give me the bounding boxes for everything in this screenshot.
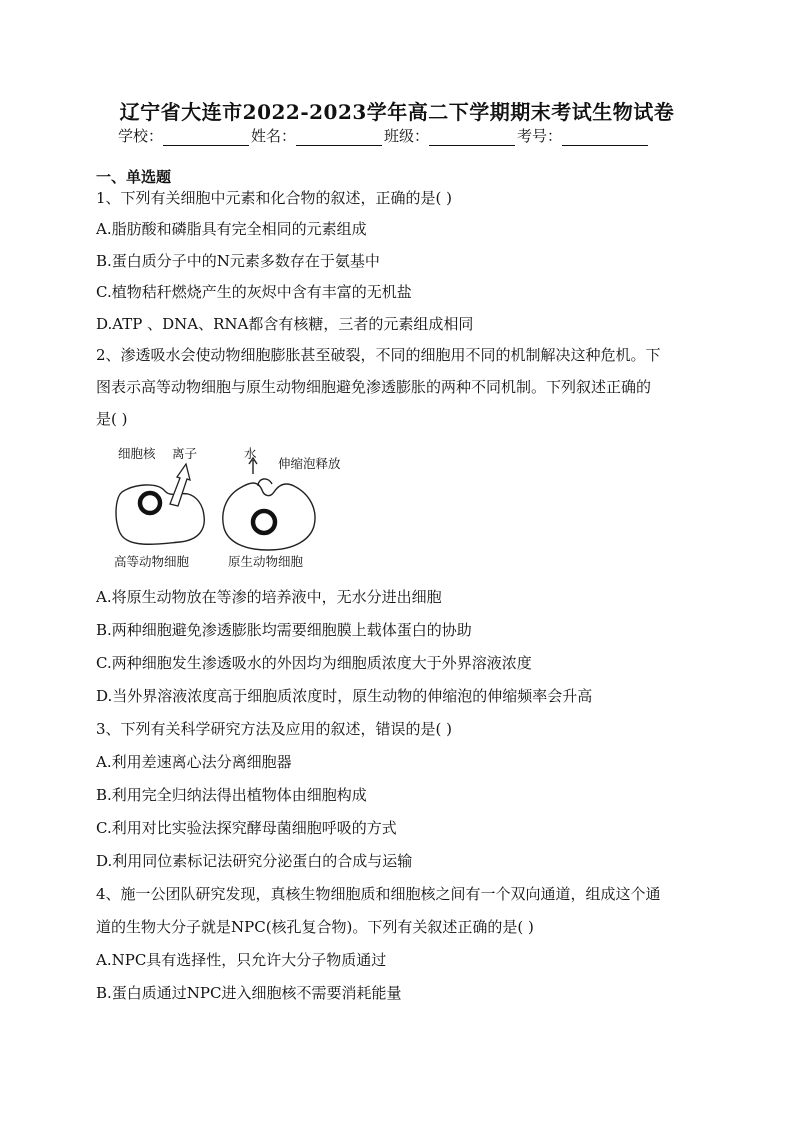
- protozoan-cell-label: 原生动物细胞: [228, 554, 304, 569]
- student-info-row: [118, 125, 678, 146]
- class-blank[interactable]: [429, 129, 515, 146]
- nucleus-label: 细胞核: [118, 446, 156, 461]
- q4-stem-line2: 道的生物大分子就是NPC(核孔复合物)。下列有关叙述正确的是( ): [96, 918, 534, 936]
- name-label: 姓名：: [251, 127, 297, 145]
- q2-option-c: C.两种细胞发生渗透吸水的外因均为细胞质浓度大于外界溶液浓度: [96, 654, 532, 672]
- high-animal-cell-nucleus: [140, 493, 160, 513]
- q3-stem: 3、下列有关科学研究方法及应用的叙述，错误的是( ): [96, 720, 453, 738]
- protozoan-cell-outline: [223, 483, 315, 550]
- vacuole-release-label: 伸缩泡释放: [278, 456, 341, 471]
- q1-option-b: B.蛋白质分子中的N元素多数存在于氨基中: [96, 252, 380, 270]
- q3-option-b: B.利用完全归纳法得出植物体由细胞构成: [96, 786, 367, 804]
- high-animal-cell-label: 高等动物细胞: [114, 554, 190, 569]
- q2-stem-line3: 是( ): [96, 410, 128, 428]
- q1-stem: 1、下列有关细胞中元素和化合物的叙述，正确的是( ): [96, 189, 453, 207]
- cell-diagram: [108, 446, 358, 571]
- section-heading: 一、单选题: [96, 168, 172, 186]
- exam-title: 辽宁省大连市2022-2023学年高二下学期期末考试生物试卷: [119, 100, 675, 124]
- q4-stem-line1: 4、施一公团队研究发现，真核生物细胞质和细胞核之间有一个双向通道，组成这个通: [96, 885, 661, 903]
- ion-label: 离子: [172, 446, 198, 461]
- q3-option-a: A.利用差速离心法分离细胞器: [96, 753, 292, 771]
- water-label: 水: [244, 446, 257, 461]
- q3-option-d: D.利用同位素标记法研究分泌蛋白的合成与运输: [96, 852, 413, 870]
- q1-option-a: A.脂肪酸和磷脂具有完全相同的元素组成: [96, 220, 367, 238]
- high-animal-cell-outline: [116, 485, 204, 544]
- protozoan-cell-nucleus: [253, 511, 275, 533]
- q4-option-a: A.NPC具有选择性，只允许大分子物质通过: [96, 951, 387, 969]
- exam-number-blank[interactable]: [562, 129, 648, 146]
- q1-option-c: C.植物秸秆燃烧产生的灰烬中含有丰富的无机盐: [96, 283, 412, 301]
- q2-option-d: D.当外界溶液浓度高于细胞质浓度时，原生动物的伸缩泡的伸缩频率会升高: [96, 687, 593, 705]
- q3-option-c: C.利用对比实验法探究酵母菌细胞呼吸的方式: [96, 819, 397, 837]
- exam-number-label: 考号：: [517, 127, 563, 145]
- ion-arrow: [170, 464, 190, 506]
- q4-option-b: B.蛋白质通过NPC进入细胞核不需要消耗能量: [96, 984, 402, 1002]
- q2-stem-line2: 图表示高等动物细胞与原生动物细胞避免渗透膨胀的两种不同机制。下列叙述正确的: [96, 378, 652, 396]
- q2-option-b: B.两种细胞避免渗透膨胀均需要细胞膜上载体蛋白的协助: [96, 621, 472, 639]
- q2-option-a: A.将原生动物放在等渗的培养液中，无水分进出细胞: [96, 588, 442, 606]
- class-label: 班级：: [384, 127, 430, 145]
- q2-stem-line1: 2、渗透吸水会使动物细胞膨胀甚至破裂，不同的细胞用不同的机制解决这种危机。下: [96, 346, 661, 364]
- name-blank[interactable]: [296, 129, 382, 146]
- school-blank[interactable]: [163, 129, 249, 146]
- q1-option-d: D.ATP 、DNA、RNA都含有核糖，三者的元素组成相同: [96, 315, 474, 333]
- contractile-vacuole: [258, 479, 272, 486]
- school-label: 学校：: [118, 127, 164, 145]
